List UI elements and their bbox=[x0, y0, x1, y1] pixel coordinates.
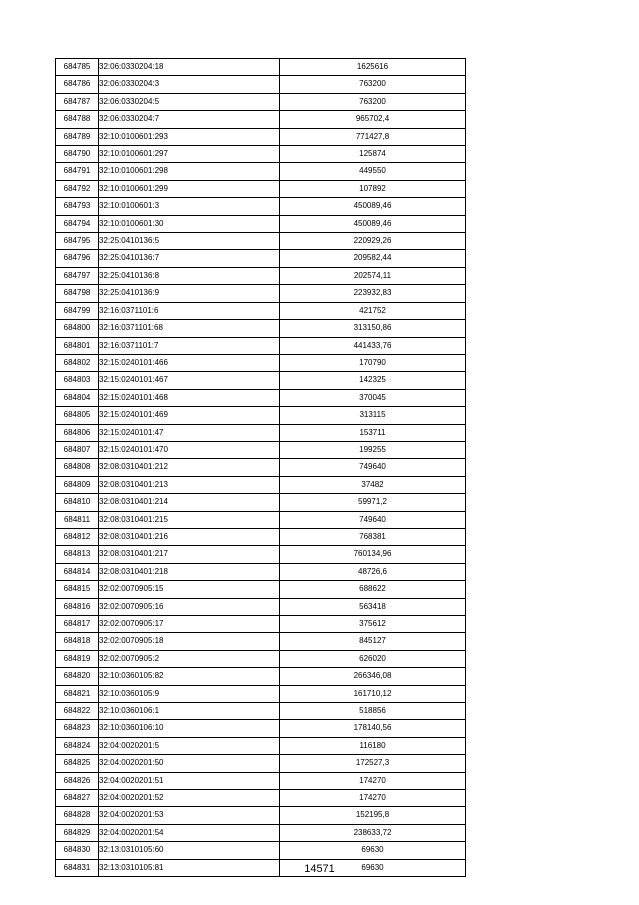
data-table bbox=[55, 58, 466, 877]
cadastral-value-cell: 1625616 bbox=[280, 59, 466, 76]
table-row bbox=[56, 476, 466, 493]
row-id-cell: 684791 bbox=[56, 163, 99, 180]
cadastral-number-cell: 32:15:0240101:467 bbox=[99, 372, 280, 389]
table-row bbox=[56, 598, 466, 615]
cadastral-number-cell: 32:15:0240101:466 bbox=[99, 354, 280, 371]
cadastral-number-cell: 32:10:0360106:1 bbox=[99, 703, 280, 720]
cadastral-number-cell: 32:16:0371101:7 bbox=[99, 337, 280, 354]
cadastral-number-cell: 32:16:0371101:6 bbox=[99, 302, 280, 319]
cadastral-number-cell: 32:04:0020201:5 bbox=[99, 737, 280, 754]
row-id-cell: 684829 bbox=[56, 824, 99, 841]
cadastral-value-cell: 48726,6 bbox=[280, 563, 466, 580]
cadastral-value-cell: 375612 bbox=[280, 616, 466, 633]
cadastral-value-cell: 749640 bbox=[280, 459, 466, 476]
row-id-cell: 684812 bbox=[56, 528, 99, 545]
cadastral-value-cell: 37482 bbox=[280, 476, 466, 493]
table-row bbox=[56, 59, 466, 76]
cadastral-value-cell: 768381 bbox=[280, 528, 466, 545]
cadastral-value-cell: 449550 bbox=[280, 163, 466, 180]
row-id-cell: 684786 bbox=[56, 76, 99, 93]
cadastral-value-cell: 116180 bbox=[280, 737, 466, 754]
table-row bbox=[56, 372, 466, 389]
cadastral-value-cell: 450089,46 bbox=[280, 215, 466, 232]
cadastral-number-cell: 32:08:0310401:214 bbox=[99, 494, 280, 511]
table-row bbox=[56, 302, 466, 319]
row-id-cell: 684813 bbox=[56, 546, 99, 563]
table-row bbox=[56, 633, 466, 650]
cadastral-number-cell: 32:04:0020201:54 bbox=[99, 824, 280, 841]
cadastral-number-cell: 32:04:0020201:51 bbox=[99, 772, 280, 789]
row-id-cell: 684793 bbox=[56, 198, 99, 215]
row-id-cell: 684803 bbox=[56, 372, 99, 389]
cadastral-number-cell: 32:10:0100601:30 bbox=[99, 215, 280, 232]
table-row bbox=[56, 737, 466, 754]
row-id-cell: 684799 bbox=[56, 302, 99, 319]
table-row bbox=[56, 842, 466, 859]
row-id-cell: 684794 bbox=[56, 215, 99, 232]
cadastral-value-cell: 763200 bbox=[280, 76, 466, 93]
row-id-cell: 684801 bbox=[56, 337, 99, 354]
cadastral-number-cell: 32:25:0410136:7 bbox=[99, 250, 280, 267]
row-id-cell: 684817 bbox=[56, 616, 99, 633]
table-row bbox=[56, 111, 466, 128]
row-id-cell: 684811 bbox=[56, 511, 99, 528]
cadastral-value-cell: 313150,86 bbox=[280, 320, 466, 337]
cadastral-number-cell: 32:15:0240101:469 bbox=[99, 407, 280, 424]
cadastral-value-cell: 313115 bbox=[280, 407, 466, 424]
table-row bbox=[56, 128, 466, 145]
cadastral-number-cell: 32:04:0020201:52 bbox=[99, 790, 280, 807]
page-number: 14571 bbox=[304, 863, 335, 875]
cadastral-number-cell: 32:02:0070905:15 bbox=[99, 581, 280, 598]
cadastral-value-cell: 152195,8 bbox=[280, 807, 466, 824]
row-id-cell: 684806 bbox=[56, 424, 99, 441]
row-id-cell: 684790 bbox=[56, 146, 99, 163]
cadastral-value-cell: 965702,4 bbox=[280, 111, 466, 128]
cadastral-number-cell: 32:08:0310401:218 bbox=[99, 563, 280, 580]
cadastral-number-cell: 32:08:0310401:216 bbox=[99, 528, 280, 545]
cadastral-value-cell: 170790 bbox=[280, 354, 466, 371]
row-id-cell: 684819 bbox=[56, 650, 99, 667]
cadastral-value-cell: 202574,11 bbox=[280, 267, 466, 284]
row-id-cell: 684823 bbox=[56, 720, 99, 737]
cadastral-number-cell: 32:08:0310401:215 bbox=[99, 511, 280, 528]
row-id-cell: 684787 bbox=[56, 93, 99, 110]
row-id-cell: 684822 bbox=[56, 703, 99, 720]
table-row bbox=[56, 233, 466, 250]
row-id-cell: 684798 bbox=[56, 285, 99, 302]
cadastral-number-cell: 32:06:0330204:3 bbox=[99, 76, 280, 93]
row-id-cell: 684824 bbox=[56, 737, 99, 754]
cadastral-value-cell: 763200 bbox=[280, 93, 466, 110]
cadastral-number-cell: 32:15:0240101:470 bbox=[99, 441, 280, 458]
cadastral-value-cell: 845127 bbox=[280, 633, 466, 650]
table-body bbox=[56, 59, 466, 877]
cadastral-value-cell: 626020 bbox=[280, 650, 466, 667]
row-id-cell: 684796 bbox=[56, 250, 99, 267]
table-row bbox=[56, 198, 466, 215]
cadastral-value-cell: 172527,3 bbox=[280, 755, 466, 772]
cadastral-value-cell: 421752 bbox=[280, 302, 466, 319]
cadastral-value-cell: 59971,2 bbox=[280, 494, 466, 511]
cadastral-number-cell: 32:25:0410136:5 bbox=[99, 233, 280, 250]
row-id-cell: 684825 bbox=[56, 755, 99, 772]
row-id-cell: 684785 bbox=[56, 59, 99, 76]
table-row bbox=[56, 650, 466, 667]
row-id-cell: 684792 bbox=[56, 180, 99, 197]
cadastral-number-cell: 32:25:0410136:9 bbox=[99, 285, 280, 302]
cadastral-value-cell: 178140,56 bbox=[280, 720, 466, 737]
table-row bbox=[56, 76, 466, 93]
cadastral-number-cell: 32:13:0310105:81 bbox=[99, 859, 280, 876]
row-id-cell: 684797 bbox=[56, 267, 99, 284]
cadastral-value-cell: 518856 bbox=[280, 703, 466, 720]
row-id-cell: 684789 bbox=[56, 128, 99, 145]
cadastral-value-table bbox=[55, 58, 466, 877]
row-id-cell: 684814 bbox=[56, 563, 99, 580]
cadastral-number-cell: 32:08:0310401:217 bbox=[99, 546, 280, 563]
row-id-cell: 684808 bbox=[56, 459, 99, 476]
row-id-cell: 684830 bbox=[56, 842, 99, 859]
table-row bbox=[56, 720, 466, 737]
cadastral-value-cell: 688622 bbox=[280, 581, 466, 598]
table-row bbox=[56, 146, 466, 163]
cadastral-number-cell: 32:25:0410136:8 bbox=[99, 267, 280, 284]
row-id-cell: 684802 bbox=[56, 354, 99, 371]
table-row bbox=[56, 93, 466, 110]
cadastral-value-cell: 220929,26 bbox=[280, 233, 466, 250]
cadastral-number-cell: 32:06:0330204:5 bbox=[99, 93, 280, 110]
row-id-cell: 684788 bbox=[56, 111, 99, 128]
cadastral-value-cell: 749640 bbox=[280, 511, 466, 528]
cadastral-number-cell: 32:13:0310105:60 bbox=[99, 842, 280, 859]
table-row bbox=[56, 511, 466, 528]
row-id-cell: 684820 bbox=[56, 668, 99, 685]
row-id-cell: 684816 bbox=[56, 598, 99, 615]
table-row bbox=[56, 459, 466, 476]
table-row bbox=[56, 772, 466, 789]
cadastral-number-cell: 32:10:0100601:299 bbox=[99, 180, 280, 197]
cadastral-number-cell: 32:10:0360105:82 bbox=[99, 668, 280, 685]
cadastral-value-cell: 370045 bbox=[280, 389, 466, 406]
cadastral-value-cell: 209582,44 bbox=[280, 250, 466, 267]
cadastral-value-cell: 107892 bbox=[280, 180, 466, 197]
cadastral-value-cell: 441433,76 bbox=[280, 337, 466, 354]
table-row bbox=[56, 407, 466, 424]
table-row bbox=[56, 546, 466, 563]
cadastral-number-cell: 32:10:0360105:9 bbox=[99, 685, 280, 702]
table-row bbox=[56, 755, 466, 772]
cadastral-value-cell: 161710,12 bbox=[280, 685, 466, 702]
table-row bbox=[56, 354, 466, 371]
row-id-cell: 684831 bbox=[56, 859, 99, 876]
table-row bbox=[56, 807, 466, 824]
cadastral-value-cell: 174270 bbox=[280, 790, 466, 807]
table-row bbox=[56, 215, 466, 232]
cadastral-value-cell: 238633,72 bbox=[280, 824, 466, 841]
table-row bbox=[56, 824, 466, 841]
row-id-cell: 684804 bbox=[56, 389, 99, 406]
cadastral-value-cell: 69630 bbox=[280, 842, 466, 859]
cadastral-number-cell: 32:06:0330204:7 bbox=[99, 111, 280, 128]
table-row bbox=[56, 163, 466, 180]
cadastral-value-cell: 142325 bbox=[280, 372, 466, 389]
row-id-cell: 684805 bbox=[56, 407, 99, 424]
row-id-cell: 684821 bbox=[56, 685, 99, 702]
table-row bbox=[56, 528, 466, 545]
cadastral-value-cell: 266346,08 bbox=[280, 668, 466, 685]
cadastral-number-cell: 32:08:0310401:213 bbox=[99, 476, 280, 493]
table-row bbox=[56, 494, 466, 511]
table-row bbox=[56, 703, 466, 720]
table-row bbox=[56, 285, 466, 302]
row-id-cell: 684815 bbox=[56, 581, 99, 598]
table-row bbox=[56, 389, 466, 406]
row-id-cell: 684795 bbox=[56, 233, 99, 250]
cadastral-value-cell: 450089,46 bbox=[280, 198, 466, 215]
cadastral-value-cell: 760134,96 bbox=[280, 546, 466, 563]
row-id-cell: 684800 bbox=[56, 320, 99, 337]
table-row bbox=[56, 581, 466, 598]
cadastral-value-cell: 563418 bbox=[280, 598, 466, 615]
cadastral-number-cell: 32:02:0070905:2 bbox=[99, 650, 280, 667]
cadastral-number-cell: 32:04:0020201:53 bbox=[99, 807, 280, 824]
row-id-cell: 684818 bbox=[56, 633, 99, 650]
table-row bbox=[56, 790, 466, 807]
table-row bbox=[56, 616, 466, 633]
row-id-cell: 684810 bbox=[56, 494, 99, 511]
cadastral-value-cell: 153711 bbox=[280, 424, 466, 441]
row-id-cell: 684826 bbox=[56, 772, 99, 789]
cadastral-value-cell: 69630 bbox=[280, 859, 466, 876]
cadastral-number-cell: 32:16:0371101:68 bbox=[99, 320, 280, 337]
cadastral-number-cell: 32:06:0330204:18 bbox=[99, 59, 280, 76]
cadastral-number-cell: 32:10:0360106:10 bbox=[99, 720, 280, 737]
table-row bbox=[56, 180, 466, 197]
row-id-cell: 684827 bbox=[56, 790, 99, 807]
row-id-cell: 684809 bbox=[56, 476, 99, 493]
cadastral-number-cell: 32:10:0100601:3 bbox=[99, 198, 280, 215]
table-row bbox=[56, 685, 466, 702]
cadastral-number-cell: 32:15:0240101:47 bbox=[99, 424, 280, 441]
cadastral-number-cell: 32:15:0240101:468 bbox=[99, 389, 280, 406]
cadastral-number-cell: 32:02:0070905:17 bbox=[99, 616, 280, 633]
cadastral-value-cell: 174270 bbox=[280, 772, 466, 789]
table-row bbox=[56, 267, 466, 284]
table-row bbox=[56, 250, 466, 267]
table-row bbox=[56, 424, 466, 441]
table-row bbox=[56, 320, 466, 337]
row-id-cell: 684807 bbox=[56, 441, 99, 458]
cadastral-value-cell: 223932,83 bbox=[280, 285, 466, 302]
table-row bbox=[56, 441, 466, 458]
table-row bbox=[56, 563, 466, 580]
cadastral-number-cell: 32:02:0070905:16 bbox=[99, 598, 280, 615]
row-id-cell: 684828 bbox=[56, 807, 99, 824]
cadastral-value-cell: 199255 bbox=[280, 441, 466, 458]
cadastral-number-cell: 32:10:0100601:293 bbox=[99, 128, 280, 145]
cadastral-number-cell: 32:10:0100601:298 bbox=[99, 163, 280, 180]
table-row bbox=[56, 668, 466, 685]
cadastral-number-cell: 32:04:0020201:50 bbox=[99, 755, 280, 772]
table-row bbox=[56, 337, 466, 354]
cadastral-value-cell: 771427,8 bbox=[280, 128, 466, 145]
cadastral-number-cell: 32:08:0310401:212 bbox=[99, 459, 280, 476]
cadastral-value-cell: 125874 bbox=[280, 146, 466, 163]
cadastral-number-cell: 32:02:0070905:18 bbox=[99, 633, 280, 650]
cadastral-number-cell: 32:10:0100601:297 bbox=[99, 146, 280, 163]
